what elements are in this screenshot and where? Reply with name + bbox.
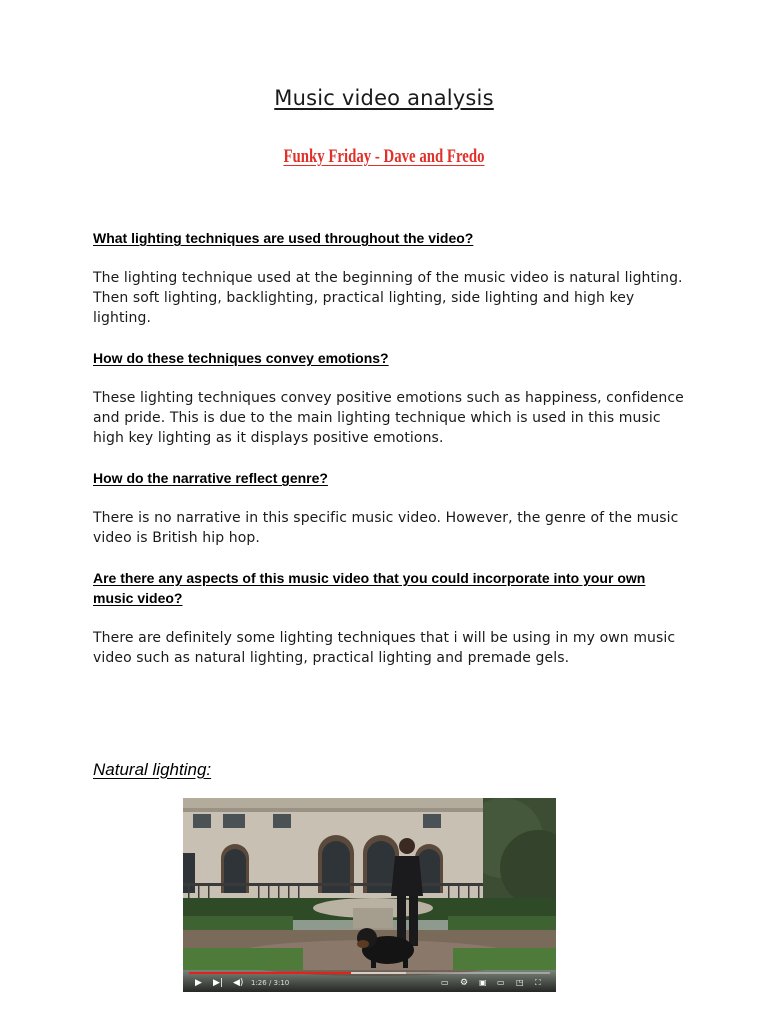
question-2: How do these techniques convey emotions?	[93, 350, 389, 366]
fullscreen-icon[interactable]: ⛶	[535, 978, 541, 987]
cast-icon[interactable]: ◳	[516, 978, 524, 987]
video-screenshot[interactable]	[183, 798, 556, 992]
subtitles-icon[interactable]: ▭	[441, 978, 449, 987]
play-icon[interactable]: ▶	[195, 978, 202, 988]
document-title: Music video analysis	[274, 86, 494, 110]
question-1: What lighting techniques are used throughout the video?	[93, 230, 474, 246]
answer-3: There is no narrative in this specific music video. However, the genre of the music video is British hip hop.	[93, 510, 679, 546]
answer-2: These lighting techniques convey positive emotions such as happiness, confidence and pride. This is due to the main lighting technique which is used in this music high key lighting as it displays positive emotions.	[93, 390, 684, 446]
qa-section	[93, 228, 685, 688]
gear-icon[interactable]: ⚙	[460, 978, 469, 988]
answer-4: There are definitely some lighting techniques that i will be using in my own music video such as natural lighting, practical lighting and premade gels.	[93, 630, 676, 666]
video-controls	[183, 970, 556, 992]
next-icon[interactable]: ▶|	[213, 978, 223, 988]
time-display: 1:26 / 3:10	[251, 979, 290, 987]
answer-1: The lighting technique used at the beginning of the music video is natural lighting. Then soft lighting, backlighting, practical lighting, side lighting and high key lighting.	[93, 270, 683, 326]
theater-icon[interactable]: ▭	[497, 978, 505, 987]
document-subtitle: Funky Friday - Dave and Fredo	[283, 146, 485, 167]
video-frame-image	[183, 798, 556, 992]
question-3: How do the narrative reflect genre?	[93, 470, 328, 486]
progress-bar[interactable]	[189, 972, 550, 974]
question-4: Are there any aspects of this music video that you could incorporate into your own music video?	[93, 570, 646, 606]
miniplayer-icon[interactable]: ▣	[479, 978, 487, 987]
progress-buffer	[351, 972, 405, 974]
natural-lighting-heading: Natural lighting:	[93, 760, 212, 779]
volume-icon[interactable]: ◀)	[233, 978, 244, 988]
progress-fill	[189, 972, 351, 974]
